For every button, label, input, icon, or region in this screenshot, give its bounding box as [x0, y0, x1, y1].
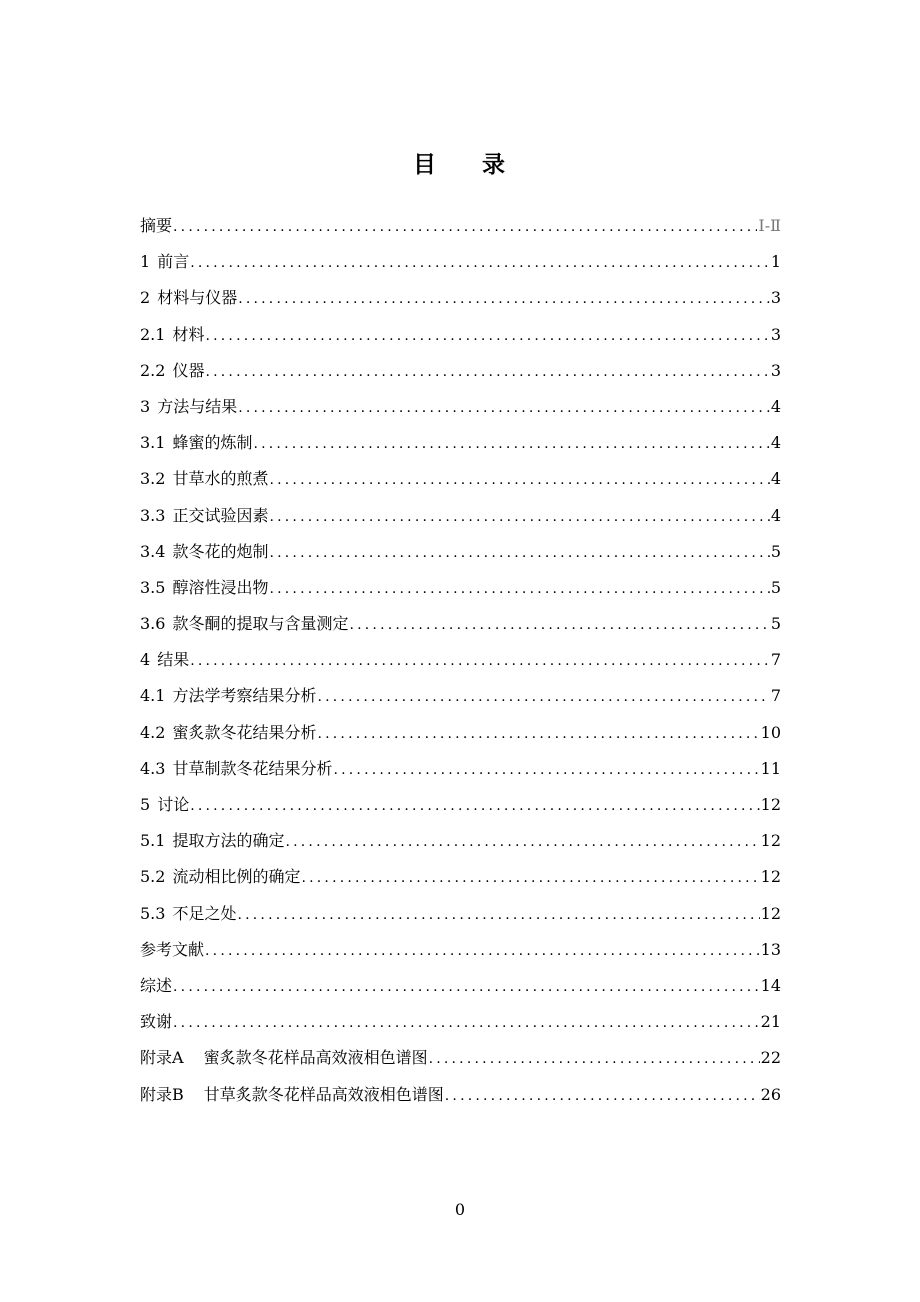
toc-dot-leader — [301, 860, 759, 896]
toc-entry-3-2[interactable] — [140, 461, 781, 497]
toc-entry-5-2[interactable] — [140, 859, 781, 895]
toc-entry-page: 4 — [770, 505, 781, 525]
toc-dot-leader — [190, 643, 770, 679]
page-title — [0, 146, 920, 179]
toc-entry-number: 4 — [140, 650, 151, 670]
toc-entry-label: 材料与仪器 — [157, 288, 238, 308]
toc-entry-label: 蜜炙款冬花样品高效液相色谱图 — [203, 1048, 428, 1068]
toc-entry-number: 3.6 — [140, 614, 166, 634]
toc-entry-label: 综述 — [140, 975, 173, 995]
title-part-2: 录 — [482, 152, 507, 178]
toc-entry-4[interactable] — [140, 642, 781, 678]
toc-dot-leader — [190, 788, 759, 824]
toc-entry-label: 结果 — [157, 650, 190, 670]
toc-entry-label: 款冬花的炮制 — [172, 541, 269, 561]
toc-entry-page: 12 — [760, 831, 781, 851]
toc-entry-label: 提取方法的确定 — [172, 831, 285, 851]
toc-entry-page: 13 — [760, 939, 781, 959]
toc-entry-page: 12 — [760, 903, 781, 923]
toc-entry-3-6[interactable] — [140, 606, 781, 642]
toc-entry-number: 4.3 — [140, 758, 166, 778]
toc-dot-leader — [349, 607, 769, 643]
toc-entry-label: 方法学考察结果分析 — [172, 686, 317, 706]
toc-dot-leader — [269, 571, 769, 607]
toc-entry-page: 4 — [770, 433, 781, 453]
toc-dot-leader — [269, 499, 769, 535]
toc-entry-label: 仪器 — [172, 360, 205, 380]
toc-entry-page: 5 — [770, 577, 781, 597]
toc-entry-number: 3 — [140, 396, 151, 416]
toc-entry-2-1[interactable] — [140, 317, 781, 353]
page-number: 0 — [454, 1200, 466, 1219]
toc-entry-label: 蜜炙款冬花结果分析 — [172, 722, 317, 742]
toc-dot-leader — [173, 209, 757, 245]
toc-entry-page: 4 — [770, 469, 781, 489]
toc-entry-page: 3 — [770, 288, 781, 308]
toc-dot-leader — [333, 752, 759, 788]
toc-entry-page: 26 — [760, 1084, 781, 1104]
toc-entry-3-1[interactable] — [140, 425, 781, 461]
toc-entry-page: 1 — [770, 252, 781, 272]
toc-entry-3-5[interactable] — [140, 570, 781, 606]
toc-entry-page: 12 — [760, 867, 781, 887]
toc-entry-label: 讨论 — [157, 795, 190, 814]
toc-entry-page: 22 — [760, 1048, 781, 1068]
toc-entry-page: 14 — [760, 975, 781, 995]
toc-entry-number: 1 — [140, 252, 151, 272]
toc-entry-number: 3.2 — [140, 469, 166, 489]
toc-entry-label: 致谢 — [140, 1012, 173, 1032]
toc-entry-number: 5.1 — [140, 831, 166, 851]
toc-dot-leader — [317, 679, 769, 715]
toc-entry-label: 甘草水的煎煮 — [172, 469, 269, 489]
toc-entry-5-3[interactable] — [140, 896, 781, 932]
toc-dot-leader — [269, 462, 769, 498]
toc-entry-2[interactable] — [140, 280, 781, 316]
toc-entry-abstract[interactable] — [140, 208, 781, 244]
toc-entry-number: 3.1 — [140, 433, 166, 453]
toc-dot-leader — [253, 426, 769, 462]
toc-entry-page: 7 — [770, 650, 781, 670]
toc-entry-5[interactable] — [140, 787, 781, 823]
toc-entry-page: 12 — [760, 795, 781, 814]
toc-entry-page: Ⅰ-Ⅱ — [758, 216, 781, 235]
toc-entry-appendix-b[interactable] — [140, 1077, 781, 1113]
toc-entry-number: 2 — [140, 288, 151, 308]
toc-entry-label: 款冬酮的提取与含量测定 — [172, 614, 349, 634]
toc-entry-label: 摘要 — [140, 216, 173, 235]
toc-entry-label: 醇溶性浸出物 — [172, 577, 269, 597]
toc-entry-page: 10 — [760, 722, 781, 742]
toc-dot-leader — [237, 897, 759, 933]
toc-entry-3-4[interactable] — [140, 534, 781, 570]
toc-dot-leader — [238, 281, 770, 317]
toc-entry-number: 3.4 — [140, 541, 166, 561]
toc-dot-leader — [429, 1041, 760, 1077]
toc-entry-5-1[interactable] — [140, 823, 781, 859]
toc-entry-page: 11 — [760, 758, 781, 778]
toc-entry-4-3[interactable] — [140, 751, 781, 787]
toc-entry-number: 5.2 — [140, 867, 166, 887]
toc-entry-1[interactable] — [140, 244, 781, 280]
toc-dot-leader — [190, 245, 770, 281]
toc-entry-label: 不足之处 — [172, 903, 237, 923]
toc-entry-number: 3.5 — [140, 577, 166, 597]
toc-entry-review[interactable] — [140, 968, 781, 1004]
toc-entry-label: 参考文献 — [140, 939, 205, 959]
toc-dot-leader — [205, 318, 769, 354]
toc-entry-number: 2.2 — [140, 360, 166, 380]
toc-entry-2-2[interactable] — [140, 353, 781, 389]
toc-entry-number: 4.1 — [140, 686, 166, 706]
toc-entry-number: 5 — [140, 795, 151, 814]
toc-entry-page: 4 — [770, 396, 781, 416]
toc-entry-number: 3.3 — [140, 505, 166, 525]
toc-entry-number: 4.2 — [140, 722, 166, 742]
toc-entry-acknowledgements[interactable] — [140, 1004, 781, 1040]
toc-entry-number: 5.3 — [140, 903, 166, 923]
toc-dot-leader — [205, 933, 760, 969]
toc-dot-leader — [317, 716, 759, 752]
toc-dot-leader — [173, 969, 760, 1005]
toc-dot-leader — [269, 535, 769, 571]
toc-entry-number: 附录A — [140, 1048, 184, 1068]
toc-entry-label: 流动相比例的确定 — [172, 867, 301, 887]
title-part-1: 目 — [413, 152, 438, 178]
toc-dot-leader — [238, 390, 770, 426]
toc-dot-leader — [205, 354, 769, 390]
toc-entry-3[interactable] — [140, 389, 781, 425]
toc-entry-label: 材料 — [172, 324, 205, 344]
toc-entry-label: 蜂蜜的炼制 — [172, 433, 253, 453]
toc-entry-label: 甘草制款冬花结果分析 — [172, 758, 333, 778]
toc-entry-label: 甘草炙款冬花样品高效液相色谱图 — [203, 1084, 444, 1104]
toc-entry-label: 正交试验因素 — [172, 505, 269, 525]
toc-entry-page: 21 — [760, 1012, 781, 1032]
toc-entry-references[interactable] — [140, 932, 781, 968]
toc-entry-label: 前言 — [157, 252, 190, 272]
toc-entry-page: 5 — [770, 614, 781, 634]
toc-entry-4-1[interactable] — [140, 678, 781, 714]
toc-dot-leader — [445, 1078, 760, 1114]
toc-entry-label: 方法与结果 — [157, 396, 238, 416]
toc-entry-number: 附录B — [140, 1084, 184, 1104]
toc-entry-4-2[interactable] — [140, 715, 781, 751]
toc-entry-page: 7 — [770, 686, 781, 706]
toc-entry-page: 5 — [770, 541, 781, 561]
toc-entry-3-3[interactable] — [140, 498, 781, 534]
toc-dot-leader — [173, 1005, 760, 1041]
toc-dot-leader — [285, 824, 759, 860]
table-of-contents — [140, 208, 781, 1113]
toc-entry-page: 3 — [770, 324, 781, 344]
toc-entry-page: 3 — [770, 360, 781, 380]
toc-entry-number: 2.1 — [140, 324, 166, 344]
toc-entry-appendix-a[interactable] — [140, 1040, 781, 1076]
